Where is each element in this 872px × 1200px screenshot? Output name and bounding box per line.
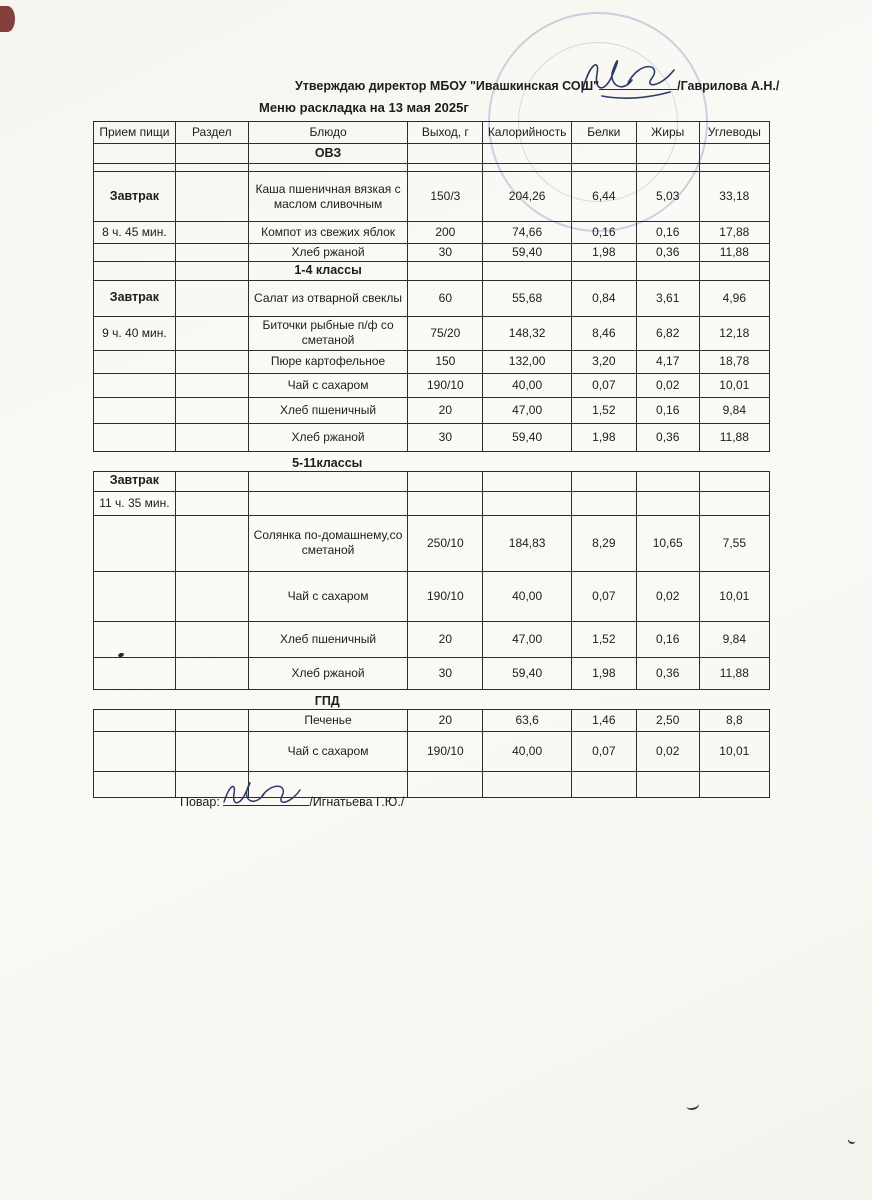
meal-cell [94,423,176,451]
section-row [94,262,770,281]
cook-line [180,793,404,809]
portion-cell: 150/3 [408,172,483,222]
table-row [94,515,770,571]
razdel-cell [175,280,248,316]
menu-table [93,471,770,690]
portion-cell: 200 [408,222,483,244]
protein-cell: 8,46 [571,316,636,350]
meal-cell [94,397,176,423]
meal-cell [94,144,176,164]
portion-cell: 30 [408,657,483,689]
column-header: Калорийность [483,122,572,144]
kcal-cell: 40,00 [483,373,572,397]
meal-cell: 8 ч. 45 мин. [94,222,176,244]
carbs-cell: 11,88 [699,657,769,689]
razdel-cell [175,397,248,423]
section-title-cell: 1-4 классы [248,262,408,281]
kcal-cell [483,491,572,515]
section-label: ГПД [314,693,340,708]
page-title: Меню раскладка на 13 мая 2025г [259,100,469,115]
meal-cell [94,350,176,373]
table-row [94,172,770,222]
razdel-cell [175,373,248,397]
portion-cell: 190/10 [408,571,483,621]
carbs-cell: 9,84 [699,397,769,423]
meal-cell: Завтрак [94,172,176,222]
table-row [94,423,770,451]
column-header: Прием пищи [94,122,176,144]
kcal-cell: 40,00 [483,731,572,771]
dish-cell: Хлеб ржаной [248,657,408,689]
ink-mark [685,1099,700,1111]
meal-cell: Завтрак [94,280,176,316]
meal-cell: Завтрак [94,471,176,491]
portion-cell [408,144,483,164]
razdel-cell [175,423,248,451]
table-row [94,164,770,172]
kcal-cell: 204,26 [483,172,572,222]
protein-cell: 8,29 [571,515,636,571]
dish-cell: Компот из свежих яблок [248,222,408,244]
table-row [94,571,770,621]
table-row [94,731,770,771]
column-header: Белки [571,122,636,144]
table-row [94,350,770,373]
dish-cell: Солянка по-домашнему,со сметаной [248,515,408,571]
kcal-cell: 132,00 [483,350,572,373]
carbs-cell: 11,88 [699,244,769,262]
razdel-cell [175,491,248,515]
razdel-cell [175,350,248,373]
cook-name: /Игнатьева Г.Ю./ [309,795,405,809]
fat-cell: 0,16 [636,621,699,657]
portion-cell [408,491,483,515]
protein-cell [571,144,636,164]
carbs-cell: 8,8 [699,709,769,731]
fat-cell: 3,61 [636,280,699,316]
fat-cell: 0,02 [636,571,699,621]
kcal-cell: 74,66 [483,222,572,244]
meal-cell [94,571,176,621]
protein-cell: 3,20 [571,350,636,373]
table-row [94,657,770,689]
table-row [94,280,770,316]
dish-cell: Чай с сахаром [248,373,408,397]
menu-blocks [93,121,770,798]
portion-cell: 20 [408,621,483,657]
fat-cell: 0,36 [636,423,699,451]
protein-cell [571,262,636,281]
protein-cell [571,164,636,172]
meal-cell [94,262,176,281]
fat-cell: 10,65 [636,515,699,571]
kcal-cell [483,144,572,164]
razdel-cell [175,515,248,571]
kcal-cell [483,164,572,172]
dish-cell: Хлеб пшеничный [248,621,408,657]
fat-cell: 5,03 [636,172,699,222]
meal-cell [94,621,176,657]
dish-cell: Каша пшеничная вязкая с маслом сливочным [248,172,408,222]
meal-cell [94,515,176,571]
protein-cell: 6,44 [571,172,636,222]
cook-label: Повар: [180,795,220,809]
table-row [94,373,770,397]
protein-cell: 0,84 [571,280,636,316]
kcal-cell: 184,83 [483,515,572,571]
carbs-cell: 12,18 [699,316,769,350]
carbs-cell: 7,55 [699,515,769,571]
dish-cell [248,471,408,491]
table-row [94,222,770,244]
carbs-cell [699,491,769,515]
column-header: Выход, г [408,122,483,144]
portion-cell: 20 [408,397,483,423]
razdel-cell [175,244,248,262]
razdel-cell [175,571,248,621]
portion-cell: 250/10 [408,515,483,571]
fat-cell: 6,82 [636,316,699,350]
table-row [94,621,770,657]
dish-cell: Печенье [248,709,408,731]
meal-cell [94,771,176,797]
kcal-cell: 59,40 [483,423,572,451]
fat-cell [636,471,699,491]
portion-cell: 75/20 [408,316,483,350]
kcal-cell: 47,00 [483,397,572,423]
director-signature-line [599,77,677,90]
menu-table [93,709,770,798]
fat-cell: 0,36 [636,657,699,689]
protein-cell: 1,52 [571,621,636,657]
razdel-cell [175,316,248,350]
column-header: Блюдо [248,122,408,144]
portion-cell [408,164,483,172]
fat-cell: 2,50 [636,709,699,731]
carbs-cell [699,771,769,797]
protein-cell: 0,07 [571,731,636,771]
carbs-cell: 17,88 [699,222,769,244]
column-header: Углеводы [699,122,769,144]
protein-cell: 1,46 [571,709,636,731]
section-row [94,144,770,164]
fat-cell: 4,17 [636,350,699,373]
column-header: Раздел [175,122,248,144]
portion-cell [408,262,483,281]
razdel-cell [175,164,248,172]
dish-cell: Хлеб ржаной [248,423,408,451]
razdel-cell [175,222,248,244]
fat-cell: 0,16 [636,222,699,244]
portion-cell: 190/10 [408,731,483,771]
dish-cell: Чай с сахаром [248,571,408,621]
table-row [94,244,770,262]
razdel-cell [175,262,248,281]
carbs-cell: 18,78 [699,350,769,373]
carbs-cell: 10,01 [699,571,769,621]
dish-cell: Хлеб ржаной [248,244,408,262]
razdel-cell [175,144,248,164]
meal-cell [94,731,176,771]
kcal-cell: 148,32 [483,316,572,350]
protein-cell [571,491,636,515]
razdel-cell [175,621,248,657]
portion-cell: 30 [408,423,483,451]
kcal-cell: 59,40 [483,657,572,689]
fat-cell [636,164,699,172]
razdel-cell [175,657,248,689]
razdel-cell [175,709,248,731]
table-row [94,316,770,350]
section-label: 5-11классы [292,455,363,470]
protein-cell: 0,07 [571,373,636,397]
scan-artifact [0,6,15,32]
cook-signature-line [223,793,309,806]
portion-cell: 30 [408,244,483,262]
meal-cell: 9 ч. 40 мин. [94,316,176,350]
kcal-cell: 59,40 [483,244,572,262]
portion-cell: 150 [408,350,483,373]
meal-cell [94,657,176,689]
portion-cell: 190/10 [408,373,483,397]
carbs-cell: 9,84 [699,621,769,657]
director-name: /Гаврилова А.Н./ [677,79,780,93]
dish-cell: Хлеб пшеничный [248,397,408,423]
portion-cell: 60 [408,280,483,316]
dish-cell: Пюре картофельное [248,350,408,373]
protein-cell: 1,52 [571,397,636,423]
carbs-cell: 10,01 [699,731,769,771]
fat-cell: 0,36 [636,244,699,262]
fat-cell: 0,02 [636,373,699,397]
approval-text: Утверждаю директор МБОУ "Ивашкинская СОШ" [295,79,600,93]
kcal-cell: 40,00 [483,571,572,621]
protein-cell [571,771,636,797]
fat-cell [636,771,699,797]
protein-cell: 0,16 [571,222,636,244]
column-header: Жиры [636,122,699,144]
protein-cell: 0,07 [571,571,636,621]
razdel-cell [175,731,248,771]
protein-cell: 1,98 [571,423,636,451]
protein-cell: 1,98 [571,657,636,689]
dish-cell [248,164,408,172]
fat-cell [636,491,699,515]
protein-cell: 1,98 [571,244,636,262]
carbs-cell [699,262,769,281]
portion-cell [408,771,483,797]
razdel-cell [175,172,248,222]
fat-cell: 0,16 [636,397,699,423]
dish-cell [248,491,408,515]
portion-cell [408,471,483,491]
section-title-cell: ОВЗ [248,144,408,164]
meal-cell [94,164,176,172]
menu-table [93,121,770,452]
razdel-cell [175,471,248,491]
kcal-cell [483,771,572,797]
table-row [94,397,770,423]
meal-cell: 11 ч. 35 мин. [94,491,176,515]
carbs-cell: 4,96 [699,280,769,316]
approval-line [295,77,779,93]
table-row [94,709,770,731]
dish-cell: Салат из отварной свеклы [248,280,408,316]
protein-cell [571,471,636,491]
carbs-cell [699,164,769,172]
fat-cell [636,144,699,164]
meal-cell [94,373,176,397]
kcal-cell: 55,68 [483,280,572,316]
kcal-cell [483,262,572,281]
fat-cell: 0,02 [636,731,699,771]
kcal-cell: 47,00 [483,621,572,657]
portion-cell: 20 [408,709,483,731]
carbs-cell [699,144,769,164]
table-row [94,471,770,491]
meal-cell [94,709,176,731]
fat-cell [636,262,699,281]
table-row [94,491,770,515]
carbs-cell [699,471,769,491]
carbs-cell: 33,18 [699,172,769,222]
dish-cell: Биточки рыбные п/ф со сметаной [248,316,408,350]
kcal-cell: 63,6 [483,709,572,731]
carbs-cell: 10,01 [699,373,769,397]
carbs-cell: 11,88 [699,423,769,451]
ink-mark [847,1135,857,1145]
kcal-cell [483,471,572,491]
dish-cell: Чай с сахаром [248,731,408,771]
meal-cell [94,244,176,262]
